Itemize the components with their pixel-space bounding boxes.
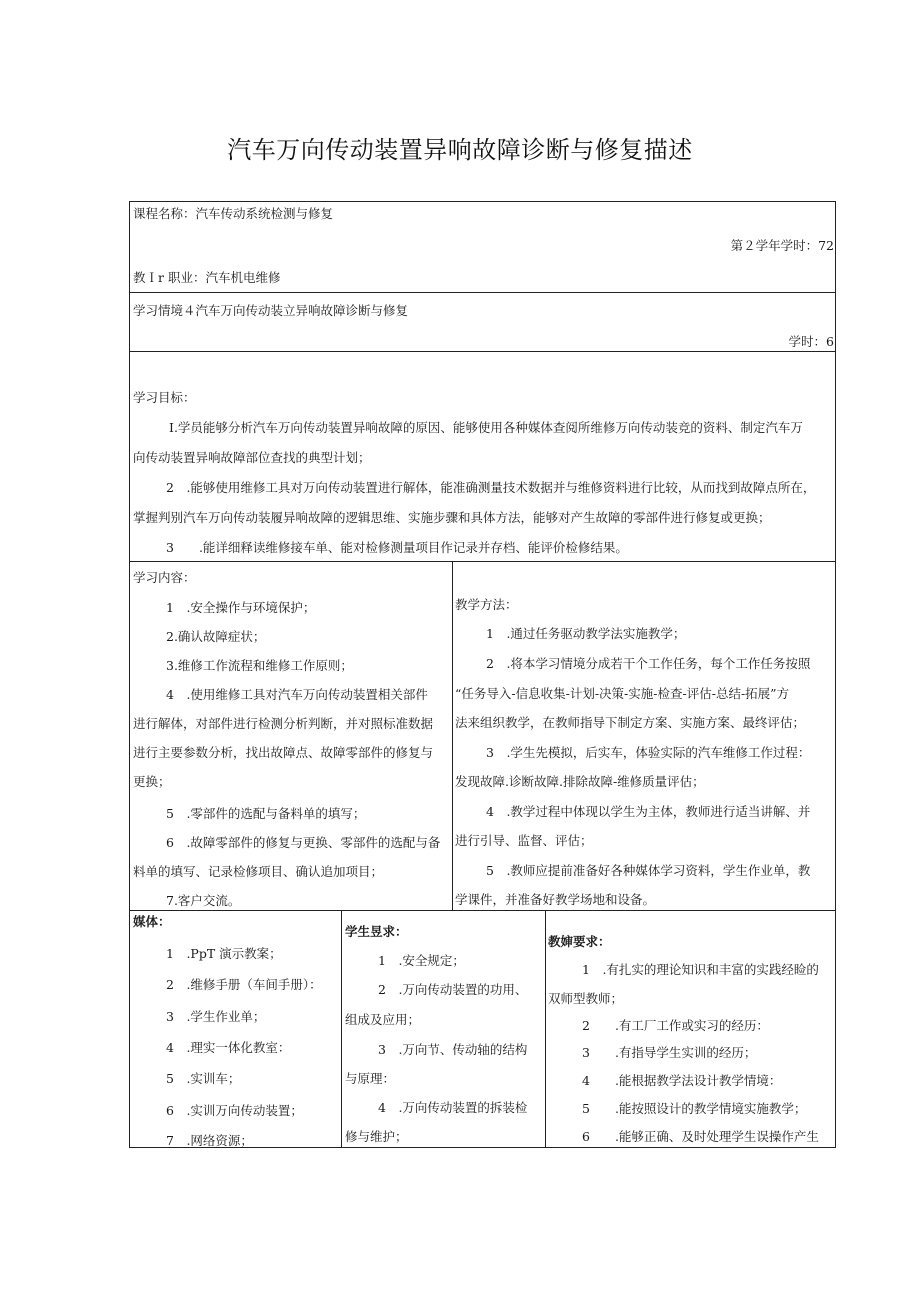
objectives-heading: 学习目标： [133, 390, 196, 405]
students-heading: 学生昱求： [345, 924, 408, 939]
students-line: 修与维护； [345, 1129, 408, 1144]
objective-line: 掌握判别汽车万向传动装履异响故障的逻辑思维、实施步骤和具体方法，能够对产生故障的零部件进行修复或更换； [133, 510, 771, 525]
content-line: 1 .安全操作与环境保护； [166, 600, 316, 615]
methods-line: 2 .将本学习情境分成若干个工作任务，每个工作任务按照 [486, 656, 811, 671]
media-line: 7 .网络资源； [166, 1133, 253, 1148]
content-line: 进行主要参数分析，找出故障点、故障零部件的修复与 [133, 745, 434, 760]
term-hours: 第２学年学时：72 [730, 238, 834, 253]
methods-line: 发现故障.诊断故障.排除故障-维修质量评估； [455, 774, 705, 789]
students-line: 1 .安全规定； [378, 953, 465, 968]
objective-line: Ⅰ.学员能够分析汽车万向传动装置异响故障的原因、能够使用各种媒体查阅所维修万向传动装竞的资料、制定汽车万 [169, 420, 803, 435]
content-line: 5 .零部件的选配与备料单的填写； [166, 806, 366, 821]
methods-line: 法来组织教学，在教师指导下制定方案、实施方案、最终评估； [455, 715, 806, 730]
major: 教Ｉr 职业：汽车机电维修 [133, 270, 281, 285]
objective-line: 2 .能够使用维修工具对万向传动装置进行解体，能准确测量技术数据并与维修资料进行比较，从而找到故障点所在， [166, 480, 816, 495]
content-line: 进行解体，对部件进行检测分析判断，并对照标准数据 [133, 716, 434, 731]
page-title: 汽车万向传动装置异响故障诊断与修复描述 [227, 136, 693, 164]
row-divider-content [129, 910, 836, 911]
students-line: 2 .万向传动装置的功用、 [378, 982, 528, 997]
media-line: 3 .学生作业单； [166, 1009, 266, 1024]
column-divider-media-students [341, 910, 342, 1148]
content-line: 料单的填写、记录检修项目、确认追加项目； [133, 864, 384, 879]
media-line: 6 .实训万向传动装置； [166, 1103, 303, 1118]
media-heading: 媒体： [133, 914, 171, 929]
media-line: 4 .理实一体化教室： [166, 1040, 291, 1055]
students-line: 3 .万向节、传动轴的结构 [378, 1042, 528, 1057]
column-divider-students-teachers [545, 910, 546, 1148]
course-description-table [129, 201, 836, 1148]
content-line: 6 .故障零部件的修复与更换、零部件的选配与备 [166, 835, 441, 850]
media-line: 2 .维修手册（车间手册）： [166, 977, 322, 992]
students-line: 4 .万向传动装置的拆装检 [378, 1100, 528, 1115]
teachers-line: 5 .能按照设计的教学情境实施教学； [582, 1101, 807, 1116]
methods-line: 进行引导、监督、评估； [455, 833, 593, 848]
teachers-line: 1 .有扎实的理论知识和丰富的实践经睑的 [582, 962, 819, 977]
situation-hours: 学时：6 [788, 334, 834, 349]
methods-line: 5 .教师应提前准备好各种媒体学习资料，学生作业单，教 [486, 863, 811, 878]
teachers-heading: 教婶要求： [548, 934, 611, 949]
methods-line: 3 .学生先模拟，后实车，体验实际的汽车维修工作过程： [486, 745, 811, 760]
objective-line: 3 .能详细释读维修接车单、能对检修测量项目作记录并存档、能评价检修结果。 [166, 540, 628, 555]
teachers-line: 双师型教师； [548, 991, 624, 1006]
methods-line: “任务导入-信息收集-计划-决策-实施-检查-评估-总结-拓展”方 [455, 686, 790, 701]
row-divider-objectives [129, 561, 836, 562]
objective-line: 向传动装置异响故障部位查找的典型计划； [133, 450, 371, 465]
teachers-line: 3 .有指导学生实训的经历； [582, 1045, 757, 1060]
content-line: 更换； [133, 774, 171, 789]
students-line: 与原理： [345, 1071, 396, 1086]
methods-line: 1 .通过任务驱动教学法实施教学； [486, 626, 686, 641]
methods-line: 4 .教学过程中体现以学生为主体，教师进行适当讲解、并 [486, 804, 811, 819]
course-name: 课程名称：汽车传动系统检测与修复 [133, 206, 334, 221]
methods-heading: 教学方法： [455, 597, 518, 612]
content-line: 4 .使用维修工具对汽车万向传动装置相关部件 [166, 687, 428, 702]
content-line: 3.维修工作流程和维修工作原则； [166, 658, 353, 673]
teachers-line: 6 .能够正确、及时处理学生误操作产生 [582, 1129, 819, 1144]
media-line: 1 .PpT 演示教案； [166, 946, 282, 961]
media-line: 5 .实训车； [166, 1071, 241, 1086]
content-line: 7.客户交流。 [166, 893, 241, 908]
content-line: 2.确认故障症状； [166, 629, 266, 644]
situation-name: 学习情境４汽车万向传动装立异响故障诊断与修复 [133, 303, 409, 318]
methods-line: 学课件，并准备好教学场地和设备。 [455, 892, 656, 907]
row-divider-header [129, 292, 836, 293]
teachers-line: 4 .能根据教学法设计教学情境： [582, 1073, 782, 1088]
row-divider-situation [129, 351, 836, 352]
column-divider-content-methods [452, 561, 453, 910]
students-line: 组成及应用； [345, 1012, 421, 1027]
content-heading: 学习内容： [133, 570, 196, 585]
teachers-line: 2 .有工厂工作或实习的经历： [582, 1018, 769, 1033]
